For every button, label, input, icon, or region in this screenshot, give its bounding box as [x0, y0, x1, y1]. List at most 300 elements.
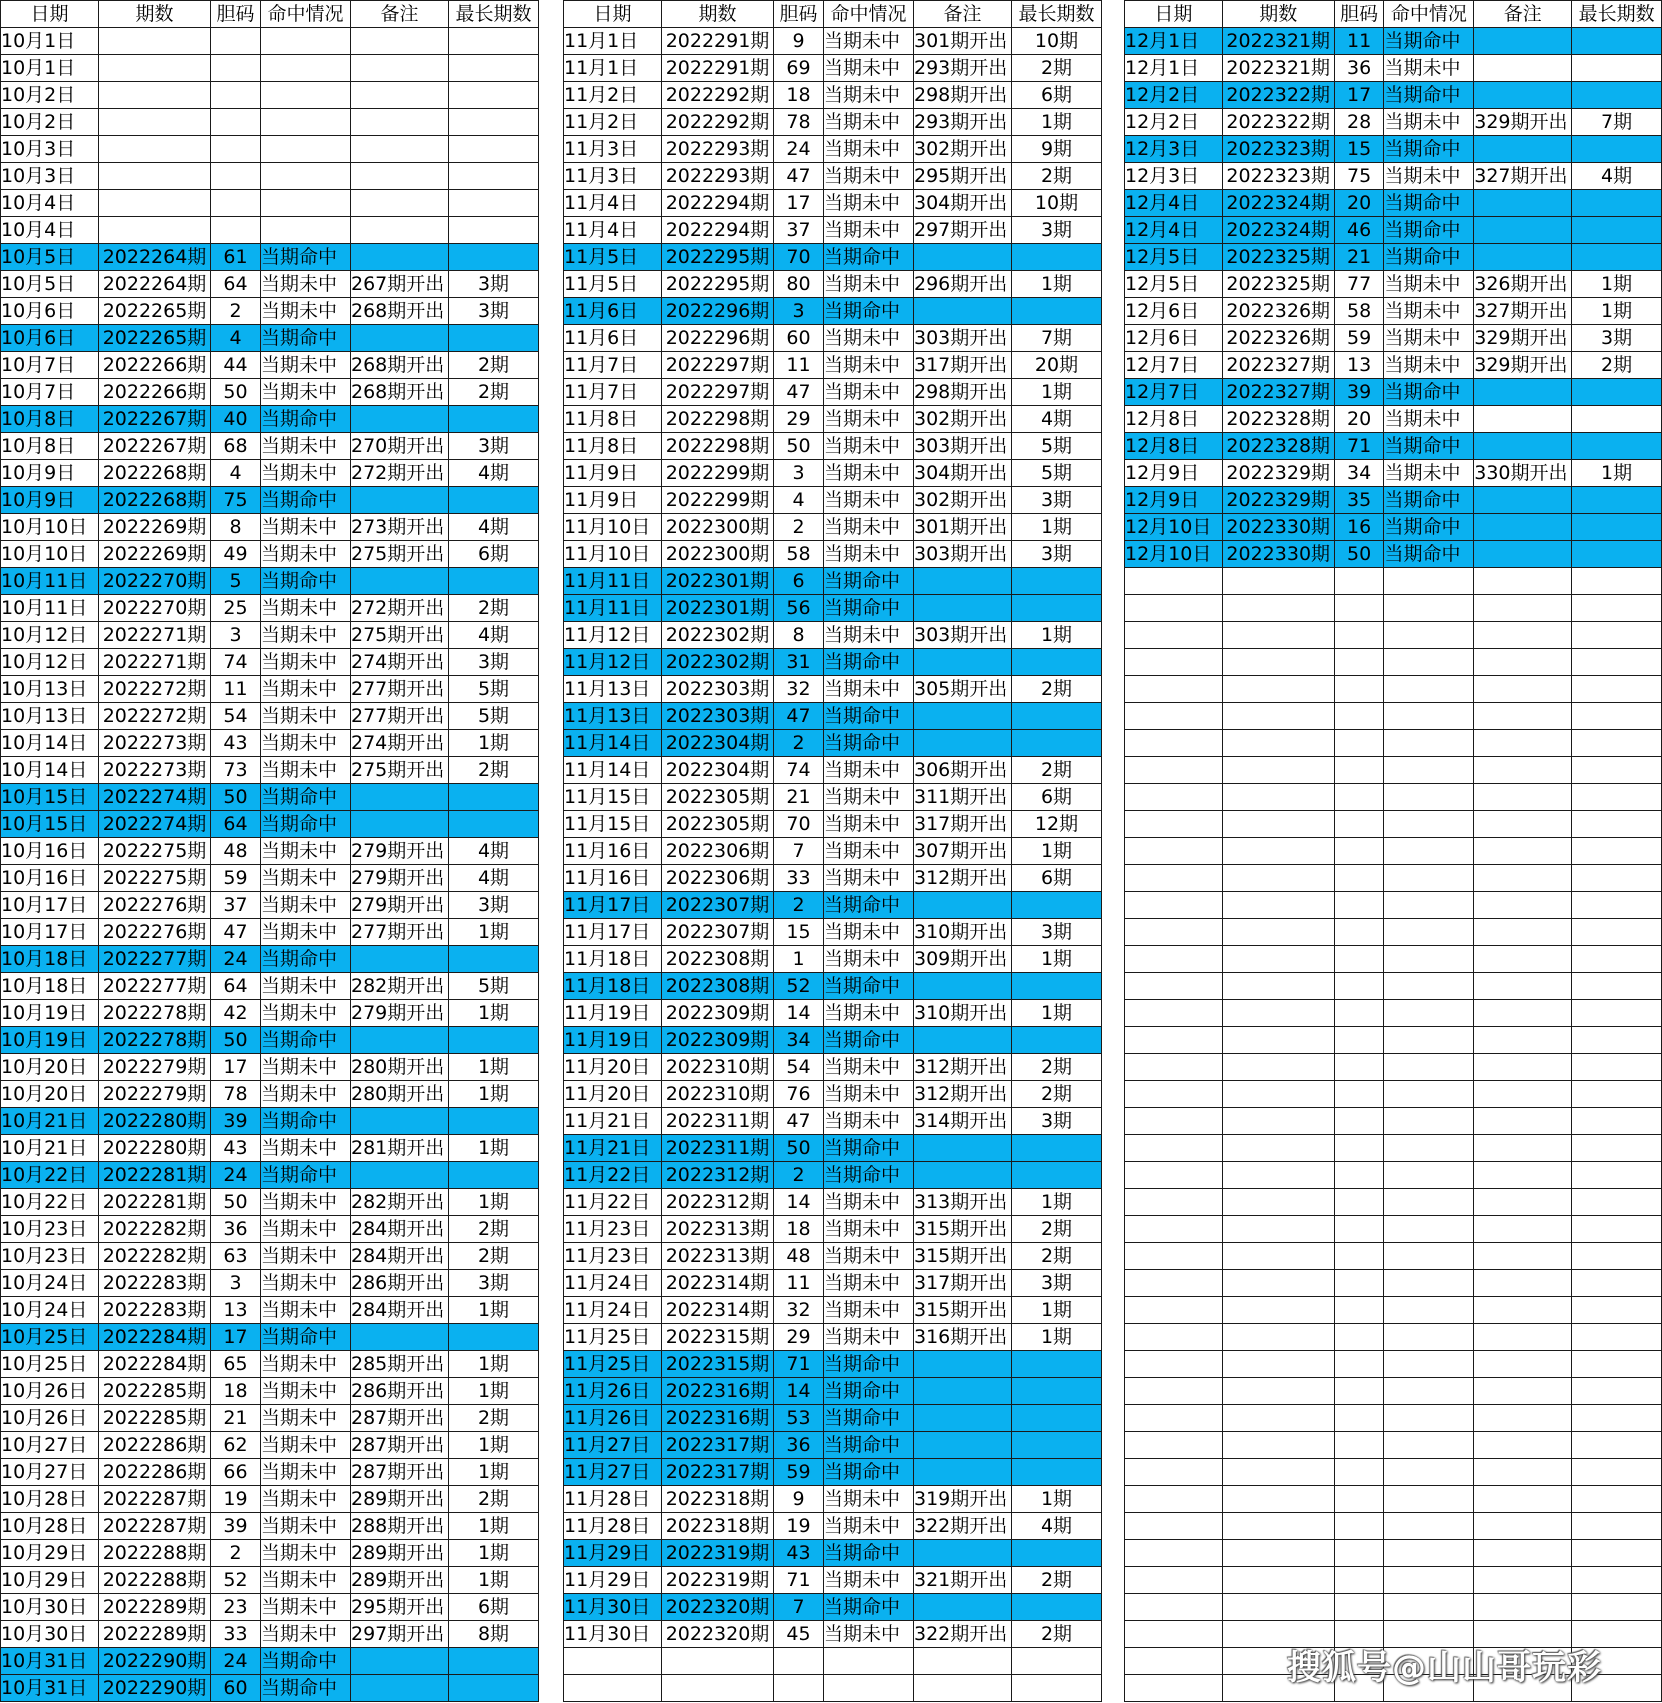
cell-note	[1474, 1162, 1572, 1189]
cell-date: 10月18日	[1, 973, 99, 1000]
cell-longest	[1572, 595, 1662, 622]
cell-note: 302期开出	[914, 136, 1012, 163]
cell-hit-status: 当期未中	[824, 1270, 914, 1297]
cell-period: 2022272期	[99, 703, 211, 730]
cell-longest	[449, 1162, 539, 1189]
cell-period: 2022290期	[99, 1648, 211, 1675]
table-row	[1125, 838, 1662, 865]
cell-code	[1334, 595, 1384, 622]
table-row	[564, 1270, 1102, 1297]
cell-hit-status: 当期未中	[261, 1621, 351, 1648]
cell-longest	[1572, 217, 1662, 244]
cell-note: 289期开出	[351, 1540, 449, 1567]
cell-code: 77	[1334, 271, 1384, 298]
cell-date	[1125, 1270, 1223, 1297]
cell-code: 24	[211, 1162, 261, 1189]
cell-period: 2022304期	[662, 757, 774, 784]
cell-note	[1474, 487, 1572, 514]
cell-hit-status	[1384, 838, 1474, 865]
cell-code	[1334, 1459, 1384, 1486]
table-row	[1125, 28, 1662, 55]
cell-longest: 4期	[449, 514, 539, 541]
cell-period: 2022310期	[662, 1054, 774, 1081]
cell-date	[1125, 1405, 1223, 1432]
cell-longest	[449, 784, 539, 811]
cell-period: 2022277期	[99, 946, 211, 973]
cell-hit-status	[1384, 946, 1474, 973]
cell-code: 76	[774, 1081, 824, 1108]
cell-note: 279期开出	[351, 865, 449, 892]
table-row	[1, 1540, 539, 1567]
cell-date: 11月20日	[564, 1054, 662, 1081]
table-row	[1, 946, 539, 973]
cell-hit-status	[1384, 1243, 1474, 1270]
cell-longest	[1012, 1675, 1102, 1702]
cell-date: 10月20日	[1, 1081, 99, 1108]
cell-date	[564, 1648, 662, 1675]
cell-longest: 2期	[1572, 352, 1662, 379]
table-row	[564, 163, 1102, 190]
cell-longest: 3期	[1572, 325, 1662, 352]
cell-period: 2022285期	[99, 1405, 211, 1432]
cell-period: 2022315期	[662, 1351, 774, 1378]
cell-period: 2022317期	[662, 1459, 774, 1486]
cell-code: 23	[211, 1594, 261, 1621]
cell-hit-status: 当期命中	[1384, 136, 1474, 163]
cell-date: 10月1日	[1, 55, 99, 82]
cell-hit-status: 当期未中	[261, 838, 351, 865]
cell-period: 2022306期	[662, 865, 774, 892]
cell-longest	[1012, 1027, 1102, 1054]
cell-note	[351, 487, 449, 514]
cell-note: 275期开出	[351, 757, 449, 784]
cell-note: 312期开出	[914, 1054, 1012, 1081]
cell-period: 2022318期	[662, 1513, 774, 1540]
cell-hit-status	[1384, 1513, 1474, 1540]
table-row	[564, 325, 1102, 352]
cell-hit-status: 当期未中	[261, 1405, 351, 1432]
cell-period	[1222, 1054, 1334, 1081]
table-row	[1, 757, 539, 784]
cell-note: 281期开出	[351, 1135, 449, 1162]
table-row	[1, 163, 539, 190]
cell-longest	[1572, 55, 1662, 82]
cell-note	[1474, 757, 1572, 784]
cell-date: 11月17日	[564, 919, 662, 946]
cell-code: 66	[211, 1459, 261, 1486]
cell-code: 52	[774, 973, 824, 1000]
cell-code: 13	[1334, 352, 1384, 379]
cell-date: 10月17日	[1, 892, 99, 919]
cell-period: 2022314期	[662, 1297, 774, 1324]
cell-date	[564, 1675, 662, 1702]
cell-code	[774, 1648, 824, 1675]
cell-code: 37	[211, 892, 261, 919]
cell-longest	[449, 28, 539, 55]
cell-period: 2022265期	[99, 298, 211, 325]
table-row	[1, 406, 539, 433]
cell-longest	[1012, 1378, 1102, 1405]
cell-date	[1125, 622, 1223, 649]
cell-longest: 2期	[449, 1405, 539, 1432]
table-row	[1, 1351, 539, 1378]
table-row	[1, 1432, 539, 1459]
cell-code: 73	[211, 757, 261, 784]
cell-hit-status	[1384, 1432, 1474, 1459]
cell-date: 10月24日	[1, 1270, 99, 1297]
cell-period	[1222, 703, 1334, 730]
column-header: 最长期数	[1012, 1, 1102, 28]
cell-hit-status: 当期未中	[261, 1378, 351, 1405]
cell-period	[99, 28, 211, 55]
cell-longest: 1期	[1012, 109, 1102, 136]
cell-date	[1125, 1675, 1223, 1702]
cell-period: 2022264期	[99, 271, 211, 298]
cell-date	[1125, 1189, 1223, 1216]
cell-period: 2022294期	[662, 217, 774, 244]
cell-date: 11月26日	[564, 1378, 662, 1405]
cell-hit-status: 当期命中	[261, 1108, 351, 1135]
table-row	[1125, 757, 1662, 784]
column-header: 最长期数	[449, 1, 539, 28]
cell-longest	[1572, 1081, 1662, 1108]
cell-date	[1125, 1135, 1223, 1162]
cell-longest: 1期	[1012, 1297, 1102, 1324]
cell-code: 34	[1334, 460, 1384, 487]
cell-date: 11月1日	[564, 55, 662, 82]
cell-note: 296期开出	[914, 271, 1012, 298]
table-row	[1125, 1378, 1662, 1405]
cell-hit-status	[261, 217, 351, 244]
table-row	[1, 838, 539, 865]
cell-period: 2022327期	[1222, 379, 1334, 406]
cell-period: 2022271期	[99, 622, 211, 649]
cell-period: 2022311期	[662, 1135, 774, 1162]
cell-date	[1125, 919, 1223, 946]
cell-code: 15	[1334, 136, 1384, 163]
cell-longest: 1期	[449, 1081, 539, 1108]
table-row	[1125, 1594, 1662, 1621]
cell-hit-status: 当期未中	[824, 1108, 914, 1135]
cell-period: 2022322期	[1222, 109, 1334, 136]
cell-period	[1222, 595, 1334, 622]
cell-note	[1474, 595, 1572, 622]
cell-date: 10月28日	[1, 1513, 99, 1540]
table-row	[1125, 541, 1662, 568]
cell-period: 2022299期	[662, 487, 774, 514]
cell-longest: 3期	[449, 433, 539, 460]
cell-date: 11月25日	[564, 1324, 662, 1351]
table-row	[1125, 1513, 1662, 1540]
cell-code: 65	[211, 1351, 261, 1378]
cell-hit-status: 当期命中	[261, 1027, 351, 1054]
column-header: 日期	[1125, 1, 1223, 28]
cell-note: 279期开出	[351, 1000, 449, 1027]
table-row	[1125, 1054, 1662, 1081]
cell-hit-status: 当期未中	[261, 514, 351, 541]
cell-longest: 1期	[449, 1378, 539, 1405]
cell-code	[1334, 865, 1384, 892]
cell-hit-status: 当期命中	[824, 244, 914, 271]
cell-code	[211, 190, 261, 217]
cell-code: 3	[211, 622, 261, 649]
cell-period: 2022280期	[99, 1108, 211, 1135]
header-row	[564, 1, 1102, 28]
table-row	[1, 1297, 539, 1324]
cell-longest: 1期	[449, 1567, 539, 1594]
cell-period: 2022325期	[1222, 244, 1334, 271]
cell-hit-status: 当期未中	[1384, 406, 1474, 433]
cell-hit-status: 当期未中	[824, 487, 914, 514]
cell-hit-status: 当期未中	[261, 730, 351, 757]
cell-date: 11月11日	[564, 595, 662, 622]
cell-longest	[1572, 514, 1662, 541]
cell-date	[1125, 1621, 1223, 1648]
column-header: 期数	[99, 1, 211, 28]
cell-hit-status: 当期未中	[824, 811, 914, 838]
cell-period: 2022295期	[662, 271, 774, 298]
cell-date: 10月30日	[1, 1594, 99, 1621]
cell-note: 268期开出	[351, 379, 449, 406]
table-row	[1125, 1351, 1662, 1378]
cell-code	[1334, 1540, 1384, 1567]
table-row	[1125, 433, 1662, 460]
table-row	[1125, 1027, 1662, 1054]
table-row	[1, 1648, 539, 1675]
cell-date: 11月2日	[564, 82, 662, 109]
cell-code: 14	[774, 1378, 824, 1405]
cell-period: 2022307期	[662, 892, 774, 919]
cell-date: 10月14日	[1, 730, 99, 757]
cell-hit-status	[261, 163, 351, 190]
cell-date: 11月7日	[564, 379, 662, 406]
cell-code: 2	[211, 1540, 261, 1567]
cell-period	[1222, 1459, 1334, 1486]
cell-period	[1222, 1567, 1334, 1594]
cell-note	[1474, 1432, 1572, 1459]
cell-longest	[1012, 649, 1102, 676]
cell-note: 275期开出	[351, 541, 449, 568]
cell-period	[1222, 1270, 1334, 1297]
cell-longest: 4期	[449, 838, 539, 865]
cell-code	[774, 1675, 824, 1702]
cell-note	[1474, 1054, 1572, 1081]
cell-longest: 5期	[449, 703, 539, 730]
cell-period	[1222, 1297, 1334, 1324]
cell-note: 275期开出	[351, 622, 449, 649]
cell-longest	[1012, 1351, 1102, 1378]
cell-date: 10月4日	[1, 217, 99, 244]
cell-hit-status	[1384, 1567, 1474, 1594]
table-row	[1125, 1189, 1662, 1216]
cell-note: 295期开出	[914, 163, 1012, 190]
cell-hit-status: 当期未中	[824, 838, 914, 865]
cell-code: 9	[774, 28, 824, 55]
cell-note	[1474, 379, 1572, 406]
cell-hit-status	[1384, 1459, 1474, 1486]
table-row	[1, 1567, 539, 1594]
cell-period: 2022324期	[1222, 217, 1334, 244]
cell-longest	[1572, 136, 1662, 163]
cell-code: 35	[1334, 487, 1384, 514]
cell-date: 10月25日	[1, 1324, 99, 1351]
cell-code: 4	[211, 325, 261, 352]
table-row	[1, 730, 539, 757]
cell-longest	[1572, 622, 1662, 649]
cell-period: 2022290期	[99, 1675, 211, 1702]
cell-date: 10月27日	[1, 1459, 99, 1486]
cell-hit-status: 当期命中	[1384, 514, 1474, 541]
cell-longest	[1572, 811, 1662, 838]
cell-period	[1222, 946, 1334, 973]
cell-period: 2022308期	[662, 946, 774, 973]
cell-code: 47	[774, 163, 824, 190]
cell-hit-status: 当期命中	[261, 406, 351, 433]
cell-longest	[449, 487, 539, 514]
cell-date	[1125, 1459, 1223, 1486]
cell-note	[1474, 1000, 1572, 1027]
cell-hit-status: 当期未中	[261, 1594, 351, 1621]
cell-hit-status	[261, 55, 351, 82]
cell-period	[1222, 1189, 1334, 1216]
header-row	[1, 1, 539, 28]
cell-note	[914, 1459, 1012, 1486]
cell-longest: 2期	[1012, 1243, 1102, 1270]
cell-period	[1222, 1513, 1334, 1540]
cell-hit-status: 当期命中	[824, 1405, 914, 1432]
table-row	[1, 487, 539, 514]
cell-longest	[449, 109, 539, 136]
cell-date	[1125, 1108, 1223, 1135]
cell-code: 47	[774, 1108, 824, 1135]
cell-period	[1222, 811, 1334, 838]
cell-date: 12月2日	[1125, 109, 1223, 136]
cell-period	[1222, 784, 1334, 811]
table-row	[564, 730, 1102, 757]
cell-hit-status: 当期未中	[824, 1081, 914, 1108]
table-row	[1, 784, 539, 811]
cell-period: 2022289期	[99, 1621, 211, 1648]
table-row	[564, 1162, 1102, 1189]
cell-date: 12月7日	[1125, 379, 1223, 406]
cell-longest: 3期	[1012, 541, 1102, 568]
table-row	[1125, 514, 1662, 541]
table-row	[1125, 946, 1662, 973]
cell-period: 2022270期	[99, 568, 211, 595]
cell-hit-status: 当期命中	[824, 1351, 914, 1378]
cell-period: 2022303期	[662, 676, 774, 703]
cell-period	[1222, 1162, 1334, 1189]
cell-code	[211, 82, 261, 109]
cell-longest: 2期	[449, 379, 539, 406]
cell-code: 39	[211, 1513, 261, 1540]
table-row	[1, 1162, 539, 1189]
cell-date: 10月4日	[1, 190, 99, 217]
cell-code: 17	[211, 1324, 261, 1351]
cell-date: 11月14日	[564, 730, 662, 757]
cell-hit-status: 当期命中	[1384, 82, 1474, 109]
table-row	[564, 865, 1102, 892]
cell-hit-status: 当期命中	[1384, 244, 1474, 271]
cell-code	[211, 217, 261, 244]
cell-note: 267期开出	[351, 271, 449, 298]
cell-note	[351, 784, 449, 811]
cell-period: 2022301期	[662, 568, 774, 595]
table-row	[1, 28, 539, 55]
table-row	[1125, 1216, 1662, 1243]
table-row	[1125, 1567, 1662, 1594]
cell-date: 10月29日	[1, 1567, 99, 1594]
cell-note: 319期开出	[914, 1486, 1012, 1513]
table-row	[1125, 271, 1662, 298]
cell-longest: 3期	[1012, 217, 1102, 244]
cell-code	[1334, 919, 1384, 946]
cell-period	[1222, 649, 1334, 676]
cell-period	[1222, 1243, 1334, 1270]
cell-hit-status	[1384, 892, 1474, 919]
cell-hit-status: 当期未中	[261, 271, 351, 298]
cell-code: 53	[774, 1405, 824, 1432]
cell-code: 69	[774, 55, 824, 82]
table-row	[1, 973, 539, 1000]
cell-note: 272期开出	[351, 460, 449, 487]
cell-period: 2022305期	[662, 811, 774, 838]
cell-code: 52	[211, 1567, 261, 1594]
cell-hit-status: 当期命中	[824, 1459, 914, 1486]
cell-hit-status: 当期未中	[261, 1216, 351, 1243]
cell-hit-status: 当期未中	[261, 1054, 351, 1081]
cell-code: 21	[1334, 244, 1384, 271]
cell-period: 2022287期	[99, 1486, 211, 1513]
cell-date: 11月3日	[564, 136, 662, 163]
cell-code: 46	[1334, 217, 1384, 244]
cell-date: 10月27日	[1, 1432, 99, 1459]
cell-code: 28	[1334, 109, 1384, 136]
table-row	[1, 109, 539, 136]
cell-code: 48	[211, 838, 261, 865]
cell-date	[1125, 1081, 1223, 1108]
cell-period	[662, 1675, 774, 1702]
cell-period: 2022286期	[99, 1432, 211, 1459]
table-row	[1, 1270, 539, 1297]
cell-longest	[1572, 1405, 1662, 1432]
cell-period: 2022302期	[662, 649, 774, 676]
cell-code: 24	[211, 1648, 261, 1675]
cell-longest	[449, 568, 539, 595]
cell-date: 12月3日	[1125, 163, 1223, 190]
cell-date: 12月7日	[1125, 352, 1223, 379]
cell-longest	[1572, 1027, 1662, 1054]
cell-period: 2022293期	[662, 163, 774, 190]
cell-period: 2022328期	[1222, 406, 1334, 433]
cell-longest: 2期	[1012, 1081, 1102, 1108]
cell-longest	[1572, 946, 1662, 973]
cell-period: 2022279期	[99, 1081, 211, 1108]
cell-note	[914, 973, 1012, 1000]
cell-date: 10月13日	[1, 703, 99, 730]
cell-hit-status: 当期未中	[261, 649, 351, 676]
cell-code: 74	[211, 649, 261, 676]
cell-period	[99, 55, 211, 82]
cell-hit-status: 当期未中	[1384, 163, 1474, 190]
cell-hit-status: 当期命中	[824, 298, 914, 325]
cell-code: 58	[1334, 298, 1384, 325]
table-row	[564, 892, 1102, 919]
cell-code	[1334, 757, 1384, 784]
cell-longest: 3期	[449, 1270, 539, 1297]
cell-hit-status: 当期未中	[1384, 109, 1474, 136]
column-header: 胆码	[774, 1, 824, 28]
